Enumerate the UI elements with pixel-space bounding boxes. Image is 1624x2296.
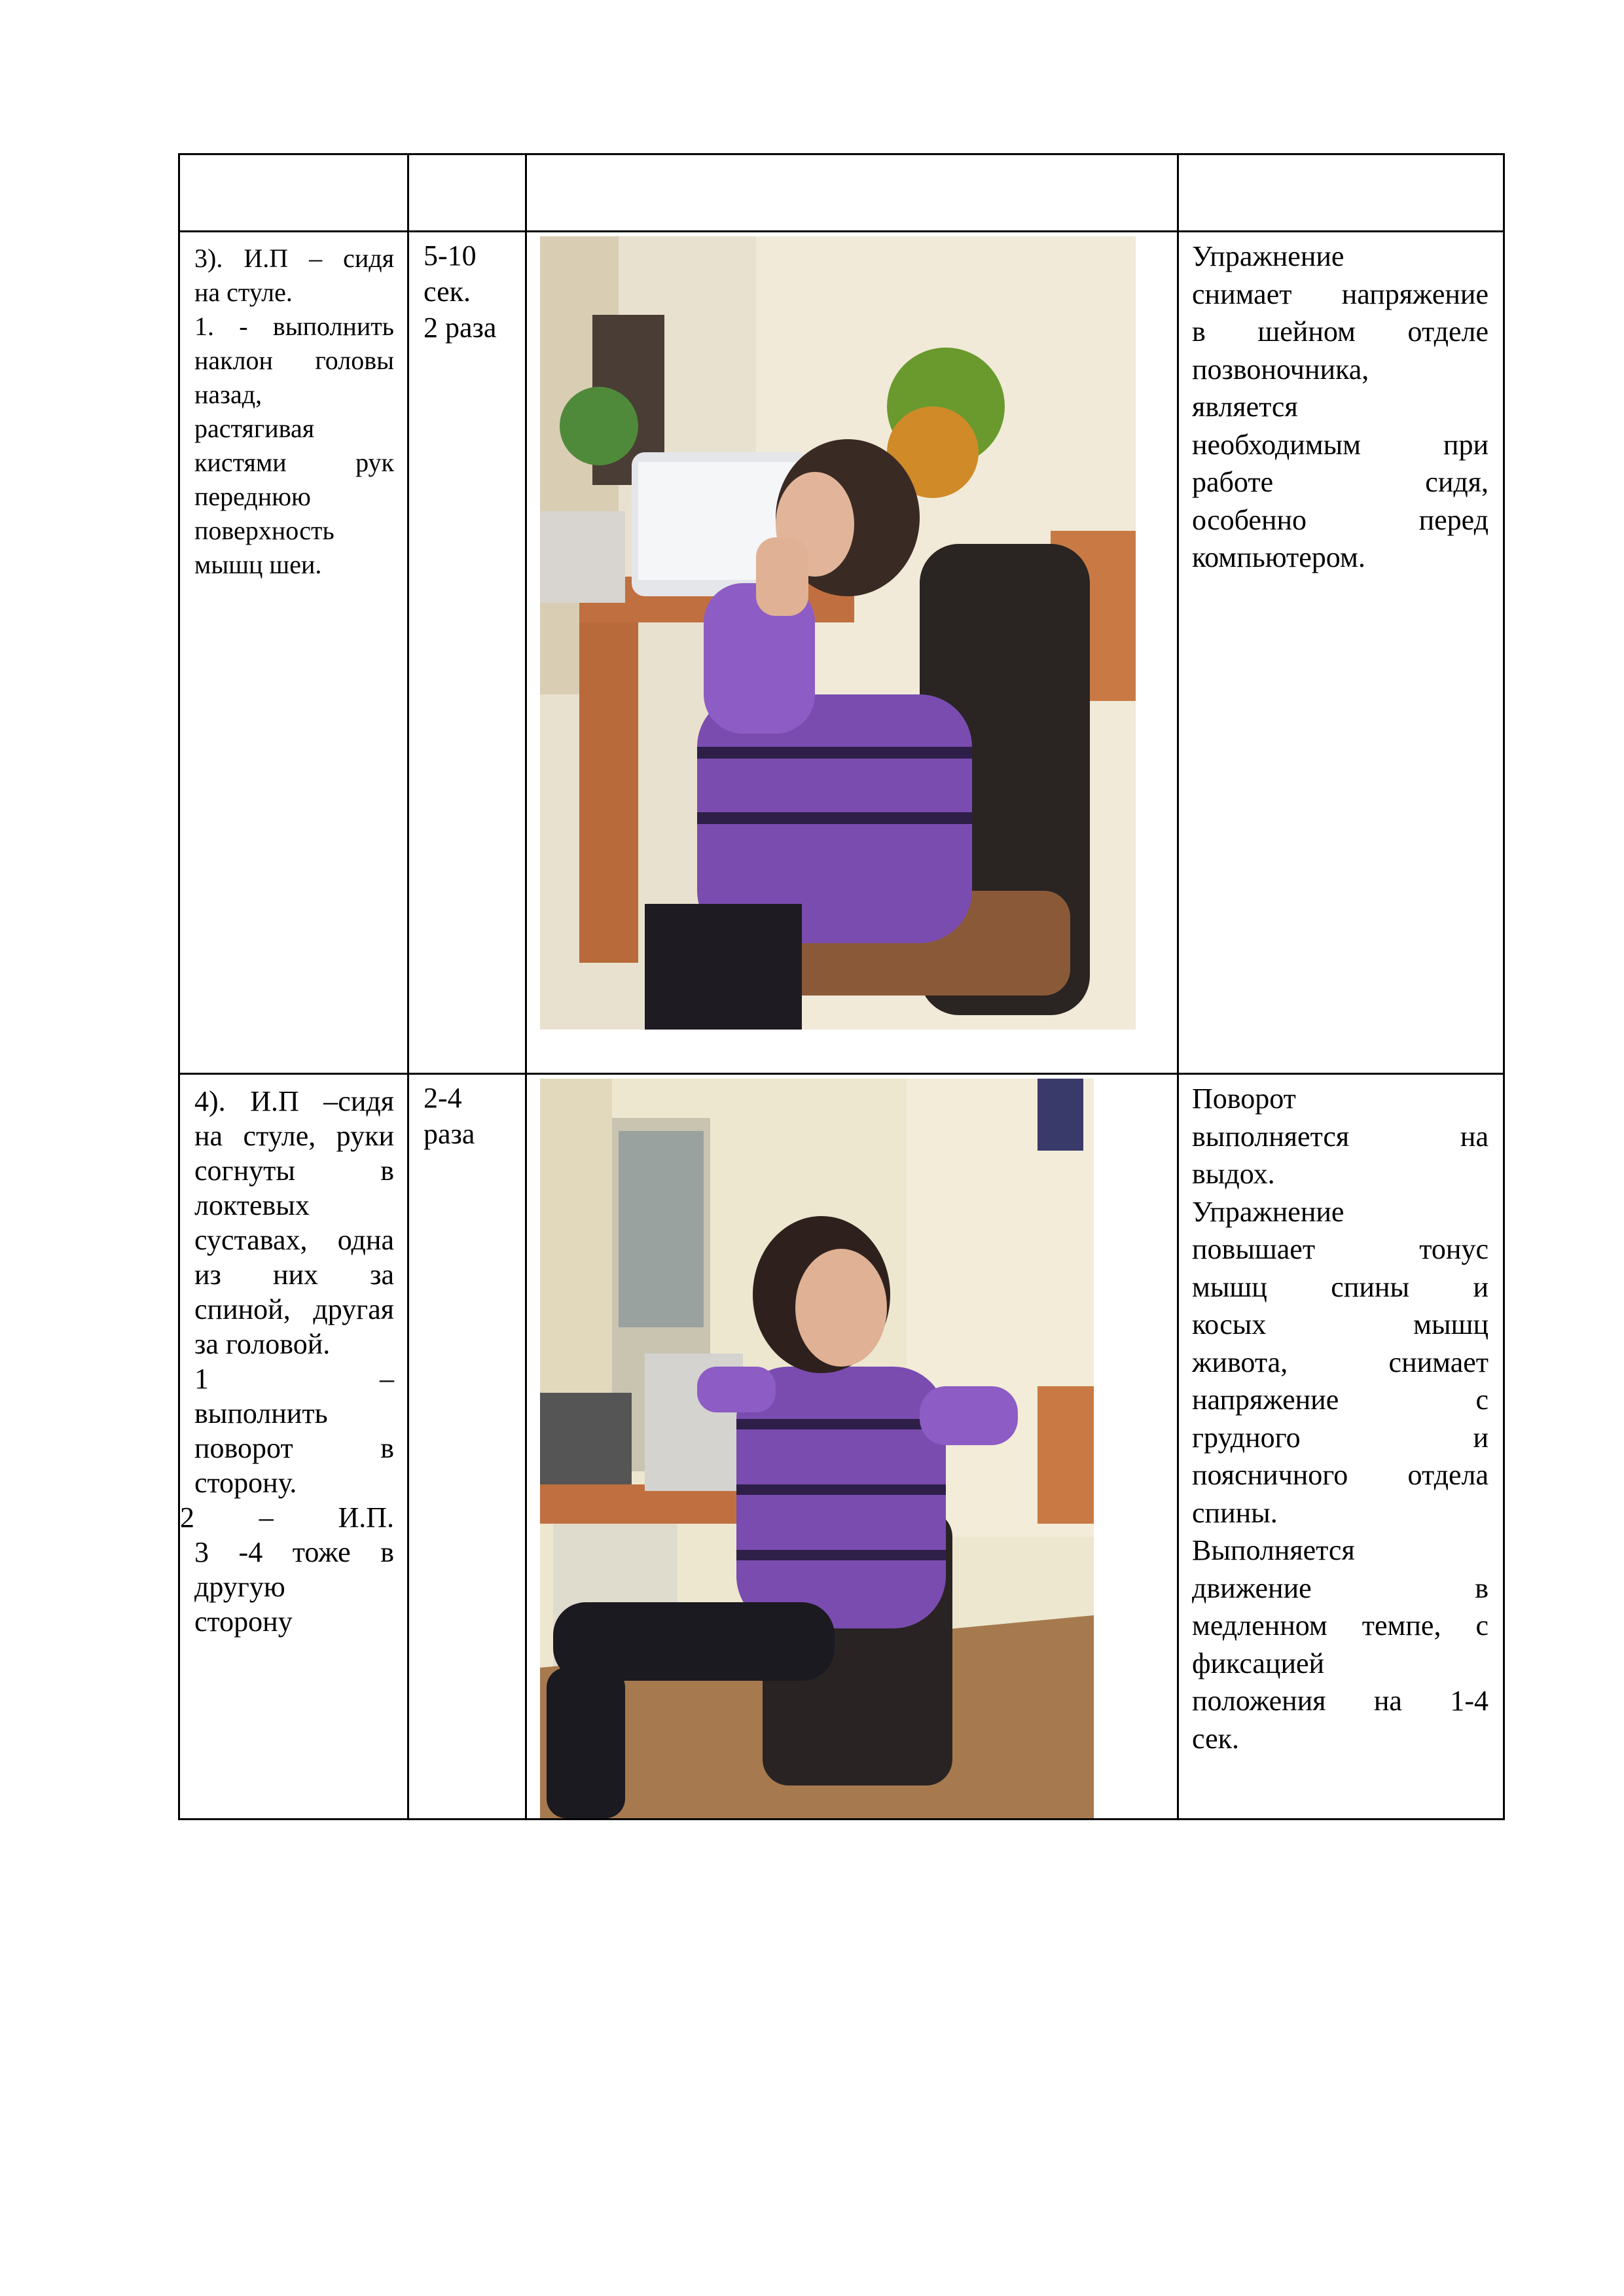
text-line: 1. - выполнить [194,312,394,341]
text-line: Поворот [1192,1083,1296,1115]
text-line: работе сидя, [1192,466,1489,498]
neck-stretch-photo [540,236,1136,1030]
text-line: растягивая [194,414,315,443]
text-line: живота, снимает [1192,1346,1489,1378]
text-line: Упражнение [1192,1195,1344,1228]
text-line: сек. [1192,1722,1239,1755]
description-cell [1178,1074,1504,1820]
exercise-photo [540,236,1177,1030]
photo-cell [526,232,1178,1074]
text-line: мышц шеи. [194,550,322,579]
dosage-text [409,1075,525,1152]
text-line: 3). И.П – сидя [194,243,394,273]
text-line: другую [194,1571,285,1603]
text-line: сек. [424,276,471,308]
text-line: переднюю [194,482,311,511]
text-line: движение в [1192,1571,1489,1604]
description-text [1179,232,1503,577]
text-line: сторону [194,1605,293,1638]
text-line: грудного и [1192,1421,1489,1454]
text-line: выполнить [194,1397,328,1429]
instruction-text [180,232,407,582]
text-line: повышает тонус [1192,1233,1489,1265]
text-line: 5-10 [424,240,477,272]
instruction-cell [179,232,408,1074]
text-line: назад, [194,380,262,409]
instruction-cell [179,1074,408,1820]
exercise-table [178,153,1505,1820]
dosage-text [409,232,525,346]
text-line: локтевых [194,1189,310,1221]
table-header-row [179,154,1504,232]
header-cell [179,154,408,232]
text-line: 4). И.П –сидя [194,1085,394,1117]
text-line: поворот в [194,1432,394,1464]
text-line: Выполняется [1192,1534,1355,1566]
text-line: 2 раза [424,312,497,344]
text-line: напряжение с [1192,1384,1489,1416]
text-line: является [1192,391,1298,423]
text-line: выполняется на [1192,1120,1489,1153]
torso-twist-photo [540,1079,1094,1818]
text-line: 2-4 [424,1082,462,1114]
header-cell [1178,154,1504,232]
text-line: 2 – И.П. [180,1501,394,1534]
instruction-text [180,1075,407,1639]
text-line: Упражнение [1192,240,1344,272]
text-line: выдох. [1192,1158,1275,1190]
table-row [179,1074,1504,1820]
text-line: на стуле. [194,278,293,307]
text-line: положения на 1-4 [1192,1685,1489,1717]
dosage-cell [408,232,526,1074]
text-line: снимает напряжение [1192,278,1489,310]
text-line: на стуле, руки [194,1120,394,1152]
text-line: позвоночника, [1192,353,1369,386]
text-line: необходимым при [1192,428,1489,461]
dosage-cell [408,1074,526,1820]
exercise-photo [540,1079,1177,1818]
header-cell [408,154,526,232]
text-line: компьютером. [1192,541,1365,573]
text-line: сторону. [194,1467,297,1499]
text-line: косых мышц [1192,1308,1489,1340]
text-line: 1 – [194,1363,394,1395]
text-line: спины. [1192,1496,1278,1529]
text-line: кистями рук [194,448,394,477]
text-line: раза [424,1118,475,1150]
photo-cell [526,1074,1178,1820]
description-cell [1178,232,1504,1074]
text-line: поверхность [194,516,334,545]
text-line: согнуты в [194,1155,394,1187]
text-line: медленном темпе, с [1192,1609,1489,1641]
text-line: поясничного отдела [1192,1459,1489,1491]
text-line: суставах, одна [194,1224,394,1256]
header-cell [526,154,1178,232]
text-line: фиксацией [1192,1647,1325,1679]
text-line: за головой. [194,1328,331,1360]
text-line: из них за [194,1259,394,1291]
text-line: наклон головы [194,346,394,375]
table-row [179,232,1504,1074]
text-line: в шейном отделе [1192,315,1489,348]
description-text [1179,1075,1503,1757]
text-line: особенно перед [1192,503,1489,536]
text-line: 3 -4 тоже в [194,1536,394,1568]
text-line: спиной, другая [194,1293,394,1325]
text-line: мышц спины и [1192,1270,1489,1303]
